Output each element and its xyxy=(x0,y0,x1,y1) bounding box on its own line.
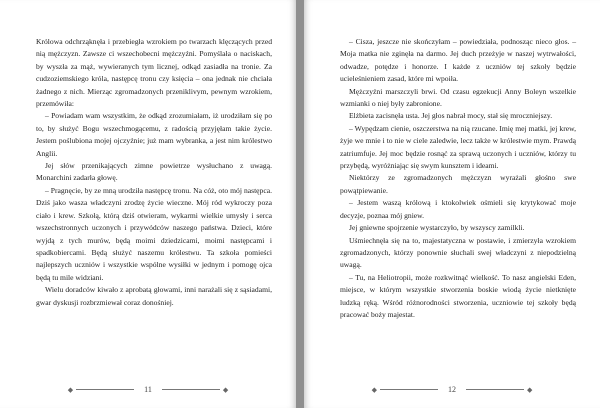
paragraph: Jej gniewne spojrzenie wystarczyło, by wszyscy zamilkli. xyxy=(349,223,525,233)
paragraph: Jej słów przenikających zimne powietrze wysłuchano z uwagą. Monarchini zadarła głowę. xyxy=(36,161,272,183)
right-page-text xyxy=(340,36,576,321)
paragraph: – Powiadam wam wszystkim, że odkąd zrozumiałam, iż urodziłam się po to, by służyć Bogu wszechmogącemu, z radością przyjęłam takie życie. Jestem poślubiona mojej ojczyźnie; już mam wybranka, a jest nim królestwo Anglii. xyxy=(36,111,272,158)
footer-ornament-left xyxy=(369,386,438,394)
paragraph: – Jestem waszą królową i ktokolwiek ośmieli się krytykować moje decyzje, poznaa mój gniew. xyxy=(340,198,576,220)
paragraph: Uśmiechnęła się na to, majestatyczna w postawie, i zmierzyła wzrokiem zgromadzonych, którzy ponownie słuchali swej władczyni z niepodzielną uwagą. xyxy=(340,235,576,270)
ornament-diamond-icon: ◆ xyxy=(527,385,533,394)
paragraph: Wielu doradców kiwało z aprobatą głowami, inni narażali się z sąsiadami, gwar dyskusji rozbrzmiewał coraz donośniej. xyxy=(36,285,272,307)
ornament-diamond-icon: ◆ xyxy=(67,385,74,394)
right-page xyxy=(304,0,600,408)
paragraph: Mężczyźni marszczyli brwi. Od czasu egzekucji Anny Boleyn wszelkie wzmianki o niej były zabronione. xyxy=(340,86,576,109)
paragraph: Niektórzy ze zgromadzonych mężczyzn wyrażali głośno swe powątpiewanie. xyxy=(340,173,576,195)
paragraph: Królowa odchrząknęła i przebiegła wzrokiem po twarzach klęczących przed nią mężczyzn. Zawsze ci wszechobecni mężczyźni. Pomyślała o naciskach, by wyszła za mąż, wywieranych tym licznej, odkąd zasiadła na tronie. Za cudzoziemskiego króla, następcę tronu czy księcia – ona jednak nie chciała żadnego z nich. Mierząc zgromadzonych przeniklivym, pewnym wzrokiem, przemówiła: xyxy=(36,37,272,109)
page-footer xyxy=(304,385,600,394)
footer-ornament-right xyxy=(162,386,231,394)
left-page-text xyxy=(36,36,272,309)
ornament-diamond-icon: ◆ xyxy=(222,385,229,394)
paragraph: – Tu, na Heliotropii, może rozkwitnąć wielkość. To nasz angielski Eden, miejsce, w którym wszystkie stworzenia boskie wiodą życie nietknięte ludzką ręką. Wśród różnorodności stworzenia, uczniowie tej szkoły będą pracować boży majestat. xyxy=(340,272,576,319)
page-number: 12 xyxy=(448,385,456,394)
paragraph: – Cisza, jeszcze nie skończyłam – powiedziała, podnosząc nieco głos. – Moja matka nie zginęła na darmo. Jej duch przeżyje w naszej wytrwałości, odwadze, potędze i honorze. I każde z uczniów tej szkoły będzie ucieleśnieniem zasad, które mi wpoiła. xyxy=(340,37,576,84)
ornament-diamond-icon: ◆ xyxy=(371,385,377,394)
paragraph: – Pragnęcie, by ze mną urodziła następcę tronu. Na cóż, oto mój następca. Dziś jako wasza władczyni zrodzę życie wieczne. Mój ród wykroczy poza ciało i krew. Szkołą, którą dziś otwieram, wykarmi wielkie umysły i serca wszechstronnych uczonych i przywódców naszego państwa. Dzieci, które wyjdą z tych murów, będą moimi dziedzicami, moimi następcami i spadkobiercami. Będą służyć naszemu królestwu. Ta szkoła pomieści najlepszych uczniów i wszystkie wspólne wysiłki w jednym i pomogę ojca będą tu mile widziani. xyxy=(36,185,272,282)
paragraph: Elżbieta zacisnęła usta. Jej głos nabrał mocy, stał się mroczniejszy. xyxy=(349,111,553,121)
page-footer xyxy=(0,385,296,394)
page-number: 11 xyxy=(144,385,152,394)
left-page xyxy=(0,0,296,408)
footer-ornament-left xyxy=(65,386,134,394)
paragraph: – Wypędzam cienie, oszczerstwa na nią rzucane. Imię mej matki, jej krew, żyje we mnie i to nie w ciele zaledwie, lecz także w królestwie mym. Prawdą zatriumfuje. Jej moc będzie rosnąć za sprawą uczonych i uczniów, którzy tu przybędą, wyróżniając się swym kunsztem i ideami. xyxy=(340,123,576,171)
footer-ornament-right xyxy=(466,386,535,394)
